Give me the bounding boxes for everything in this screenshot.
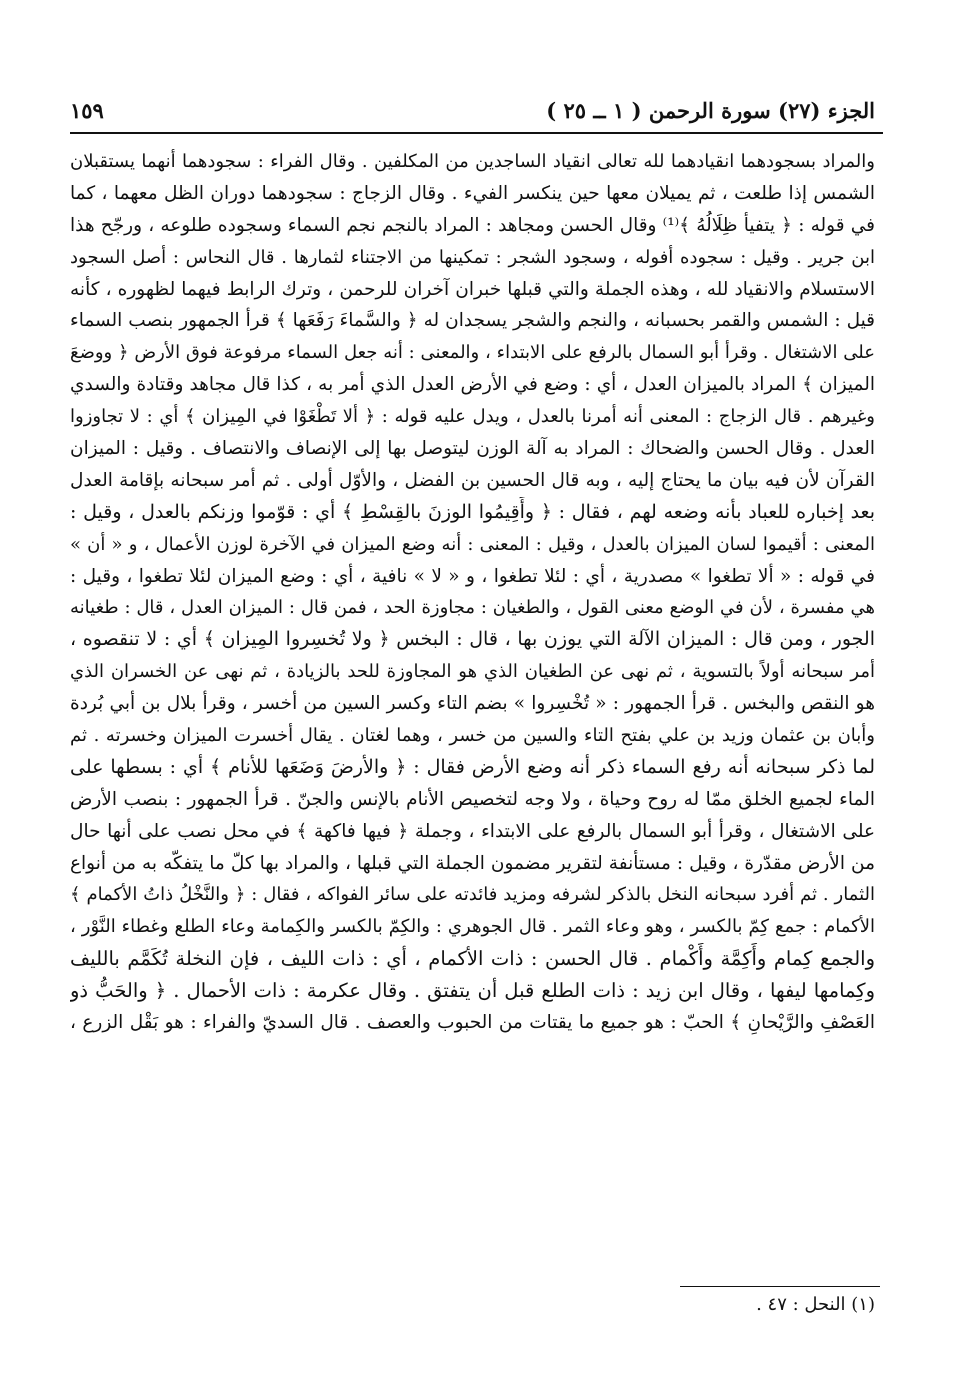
text-line: على الاشتغال ، وقرأ أبو السمال بالرفع على الابتداء ، وجملة ﴿ فيها فاكهة ﴾ في محل نصب على أنها حال <box>70 820 875 842</box>
footnote-divider <box>680 1286 880 1287</box>
text-line: والمراد بسجودهما انقيادهما لله تعالى انقياد الساجدين من المكلفين . وقال الفراء : سجودهما أنهما يستقبلان <box>70 151 875 172</box>
header-divider <box>70 132 883 134</box>
footnote: (١) النحل : ٤٧ . <box>756 1294 875 1315</box>
text-line: الجور ، ومن قال : الميزان الآلة التي يوزن بها ، قال : البخس ﴿ ولا تُخسِروا المِيزان ﴾ أي : لا تنقصوه ، <box>70 628 875 651</box>
text-line: وغيرهم . قال الزجاج : المعنى أنه أمرنا بالعدل ، ويدل عليه قوله : ﴿ ألا تَطْغَوْا في المِيزان ﴾ أي : لا تجاوزوا <box>70 406 875 428</box>
text-line: بعد إخباره للعباد بأنه وضعه لهم ، فقال : ﴿ وأَقِيمُوا الوزنَ بالقِسْطِ ﴾ أي : قوّموا وزنكم بالعدل ، وقيل : <box>70 500 875 523</box>
text-line: هو النقص والبخس . قرأ الجمهور : « تُخْسِروا » بضم التاء وكسر السين من أخسر ، وقرأ بلال بن أبي بُردة <box>70 693 875 715</box>
text-line: المعنى : أقيموا لسان الميزان بالعدل ، وقيل : المعنى : أنه وضع الميزان في الآخرة لوزن الأعمال ، و « أن » <box>70 533 875 555</box>
body-text <box>70 146 875 1039</box>
text-line: هي مفسرة ، لأن في الوضع معنى القول ، والطغيان : مجاوزة الحد ، فمن قال : الميزان العدل ، قال : طغيانه <box>70 597 875 619</box>
text-line: في قوله : « ألا تطغوا » مصدرية ، أي : لئلا تطغوا ، و « لا » نافية ، أي : وضع الميزان لئلا تطغوا ، وقيل : <box>70 565 875 587</box>
text-line: والجمع كِمام وأَكِمَّة وأَكْمام . قال الحسن : ذات الأكمام ، أي : ذات الليف ، فإن النخلة تُكَمَّم بالليف <box>70 947 875 971</box>
running-title: الجزء (٢٧) سورة الرحمن ( ١ ــ ٢٥ ) <box>546 98 875 123</box>
page-header <box>70 96 875 130</box>
text-line: لما ذكر سبحانه أنه رفع السماء ذكر أنه وضع الأرض فقال : ﴿ والأرضَ وَضَعَها للأنام ﴾ أي : بسطها على <box>70 755 875 778</box>
text-line: العَصْفِ والرَّيْحانِ ﴾ الحبّ : هو جميع ما يقتات من الحبوب والعصف . قال السديّ والفراء : هو بَقْل الزرع ، <box>70 1012 875 1034</box>
text-line: قيل : الشمس والقمر بحسبانه ، والنجم والشجر يسجدان له ﴿ والسَّماءَ رَفَعَها ﴾ قرأ الجمهور بنصب السماء <box>70 310 875 332</box>
text-line: الاستسلام والانقياد لله ، وهذه الجملة والتي قبلها خبران آخران للرحمن ، وترك الرابط فيهما لظهوره ، كأنه <box>70 278 875 300</box>
text-line: الشمس إذا طلعت ، ثم يميلان معها حين ينكسر الفيء . وقال الزجاج : سجودهما دوران الظل معهما ، كما <box>70 182 875 204</box>
text-line: من الأرض مقدّرة ، وقيل : مستأنفة لتقرير مضمون الجملة التي قبلها ، والمراد بها كلّ ما يتفكّه به من أنواع <box>70 852 875 874</box>
text-line: القرآن لأن فيه بيان ما يحتاج إليه ، وبه قال الحسين بن الفضل ، والأوّل أولى . ثم أمر سبحانه بإقامة العدل <box>70 469 875 491</box>
text-line: وأبان بن عثمان وزيد بن علي بفتح التاء والسين من خسر ، وهما لغتان . يقال أخسرت الميزان وخسرته . ثم <box>70 725 875 747</box>
text-line: في قوله : ﴿ يتفيأ ظِلَالُهُ ﴾⁽¹⁾ وقال الحسن ومجاهد : المراد بالنجم نجم السماء وسجوده طلوعه ، ورجّح هذا <box>70 214 875 236</box>
page-number: ١٥٩ <box>70 98 104 123</box>
text-line: أمر سبحانه أولاً بالتسوية ، ثم نهى عن الطغيان الذي هو المجاوزة للحد بالزيادة ، ثم نهى عن الخسران الذي <box>70 661 875 683</box>
text-line: العدل . وقال الحسن والضحاك : المراد به آلة الوزن ليتوصل بها إلى الإنصاف والانتصاف . وقيل : الميزان <box>70 438 875 460</box>
text-line: الثمار . ثم أفرد سبحانه النخل بالذكر لشرفه ومزيد فائدته على سائر الفواكه ، فقال : ﴿ والنَّخْلُ ذاتُ الأكمام ﴾ <box>70 884 875 906</box>
text-line: الماء لجميع الخلق ممّا له روح وحياة ، ولا وجه لتخصيص الأنام بالإنس والجنّ . قرأ الجمهور : بنصب الأرض <box>70 788 875 810</box>
text-line: الميزان ﴾ المراد بالميزان العدل ، أي : وضع في الأرض العدل الذي أمر به ، كذا قال مجاهد وقتادة والسدي <box>70 374 875 396</box>
text-line: ابن جرير . وقيل : سجوده أفوله ، وسجود الشجر : تمكينها من الاجتناء لثمارها . قال النحاس : أصل السجود <box>70 246 875 268</box>
text-line: وكِمامها ليفها ، وقال ابن زيد : ذات الطلع قبل أن يتفتق . وقال عكرمة : ذات الأحمال . ﴿ والحَبُّ ذو <box>70 979 875 1003</box>
text-line: على الاشتغال . وقرأ أبو السمال بالرفع على الابتداء ، والمعنى : أنه جعل السماء مرفوعة فوق الأرض ﴿ ووضعَ <box>70 342 875 364</box>
text-line: الأكمام : جمع كِمّ بالكسر ، وهو وعاء الثمر . قال الجوهري : والكِمّ بالكسر والكِمامة وعاء الطلع وغطاء النَّوْر ، <box>70 916 875 938</box>
